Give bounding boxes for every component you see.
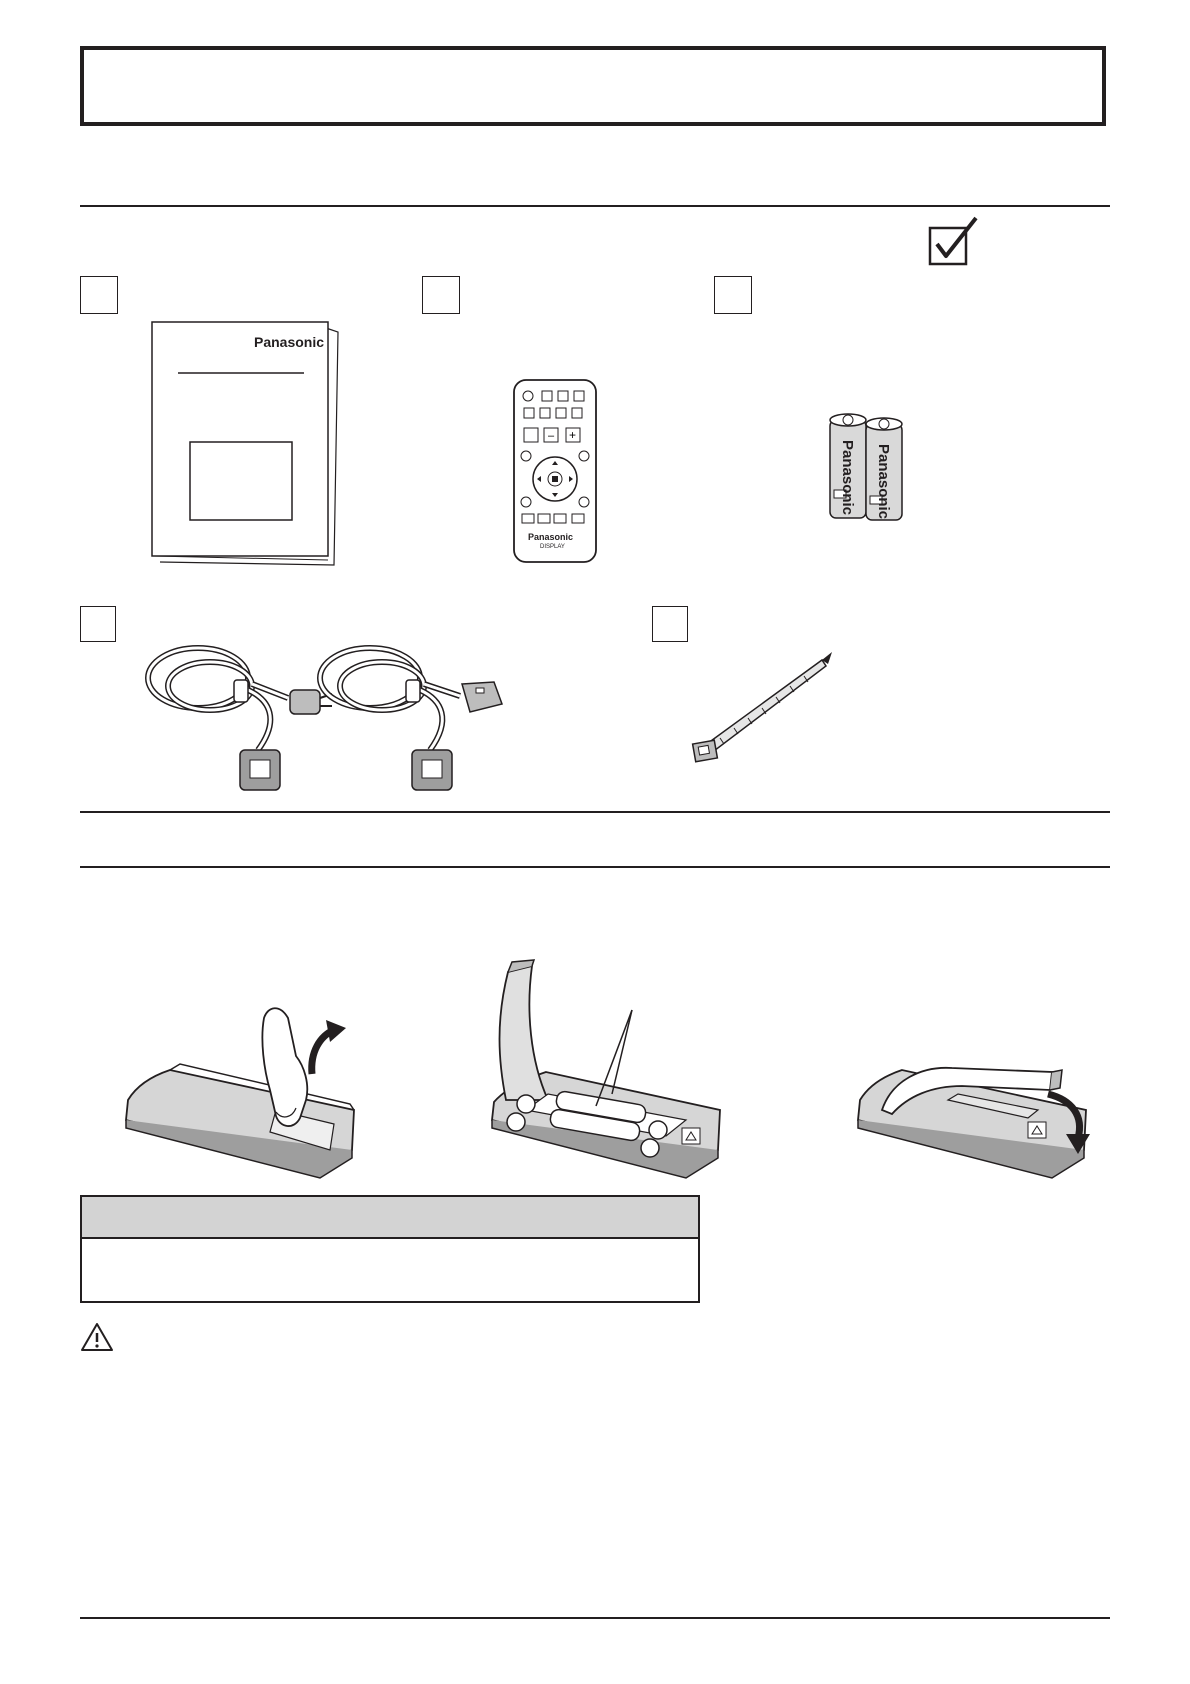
remote-control-illustration (512, 378, 598, 564)
section-divider-accessories (80, 205, 1110, 207)
remote-insert-batteries-illustration (486, 960, 726, 1180)
item-checkbox-power-cord[interactable] (80, 606, 116, 642)
remote-model-label: DISPLAY (540, 544, 565, 550)
item-checkbox-clamper[interactable] (652, 606, 688, 642)
cable-clamper-illustration (690, 650, 840, 770)
remote-open-cover-illustration (120, 1000, 370, 1190)
remote-close-cover-illustration (852, 1010, 1102, 1190)
caution-warning-icon (80, 1322, 114, 1352)
section-divider-2 (80, 811, 1110, 813)
page-footer-divider (80, 1617, 1110, 1619)
remote-brand-logo: Panasonic (528, 532, 574, 542)
note-table-header (80, 1195, 700, 1239)
checkmark-icon (928, 216, 988, 266)
page-title-box (80, 46, 1106, 126)
svg-text:–: – (548, 430, 555, 442)
item-checkbox-remote[interactable] (422, 276, 460, 314)
operating-instructions-illustration (150, 320, 340, 565)
item-checkbox-batteries[interactable] (714, 276, 752, 314)
manual-brand-logo: Panasonic (254, 334, 325, 350)
item-checkbox-manual[interactable] (80, 276, 118, 314)
battery-brand-logo-1: Panasonic (839, 440, 856, 516)
note-table-body (80, 1237, 700, 1303)
svg-text:+: + (569, 428, 577, 442)
power-cord-illustration-1 (140, 640, 340, 800)
battery-brand-logo-2: Panasonic (875, 444, 892, 520)
power-cord-illustration-2 (312, 640, 512, 800)
section-divider-battery (80, 866, 1110, 868)
batteries-illustration (828, 410, 908, 522)
